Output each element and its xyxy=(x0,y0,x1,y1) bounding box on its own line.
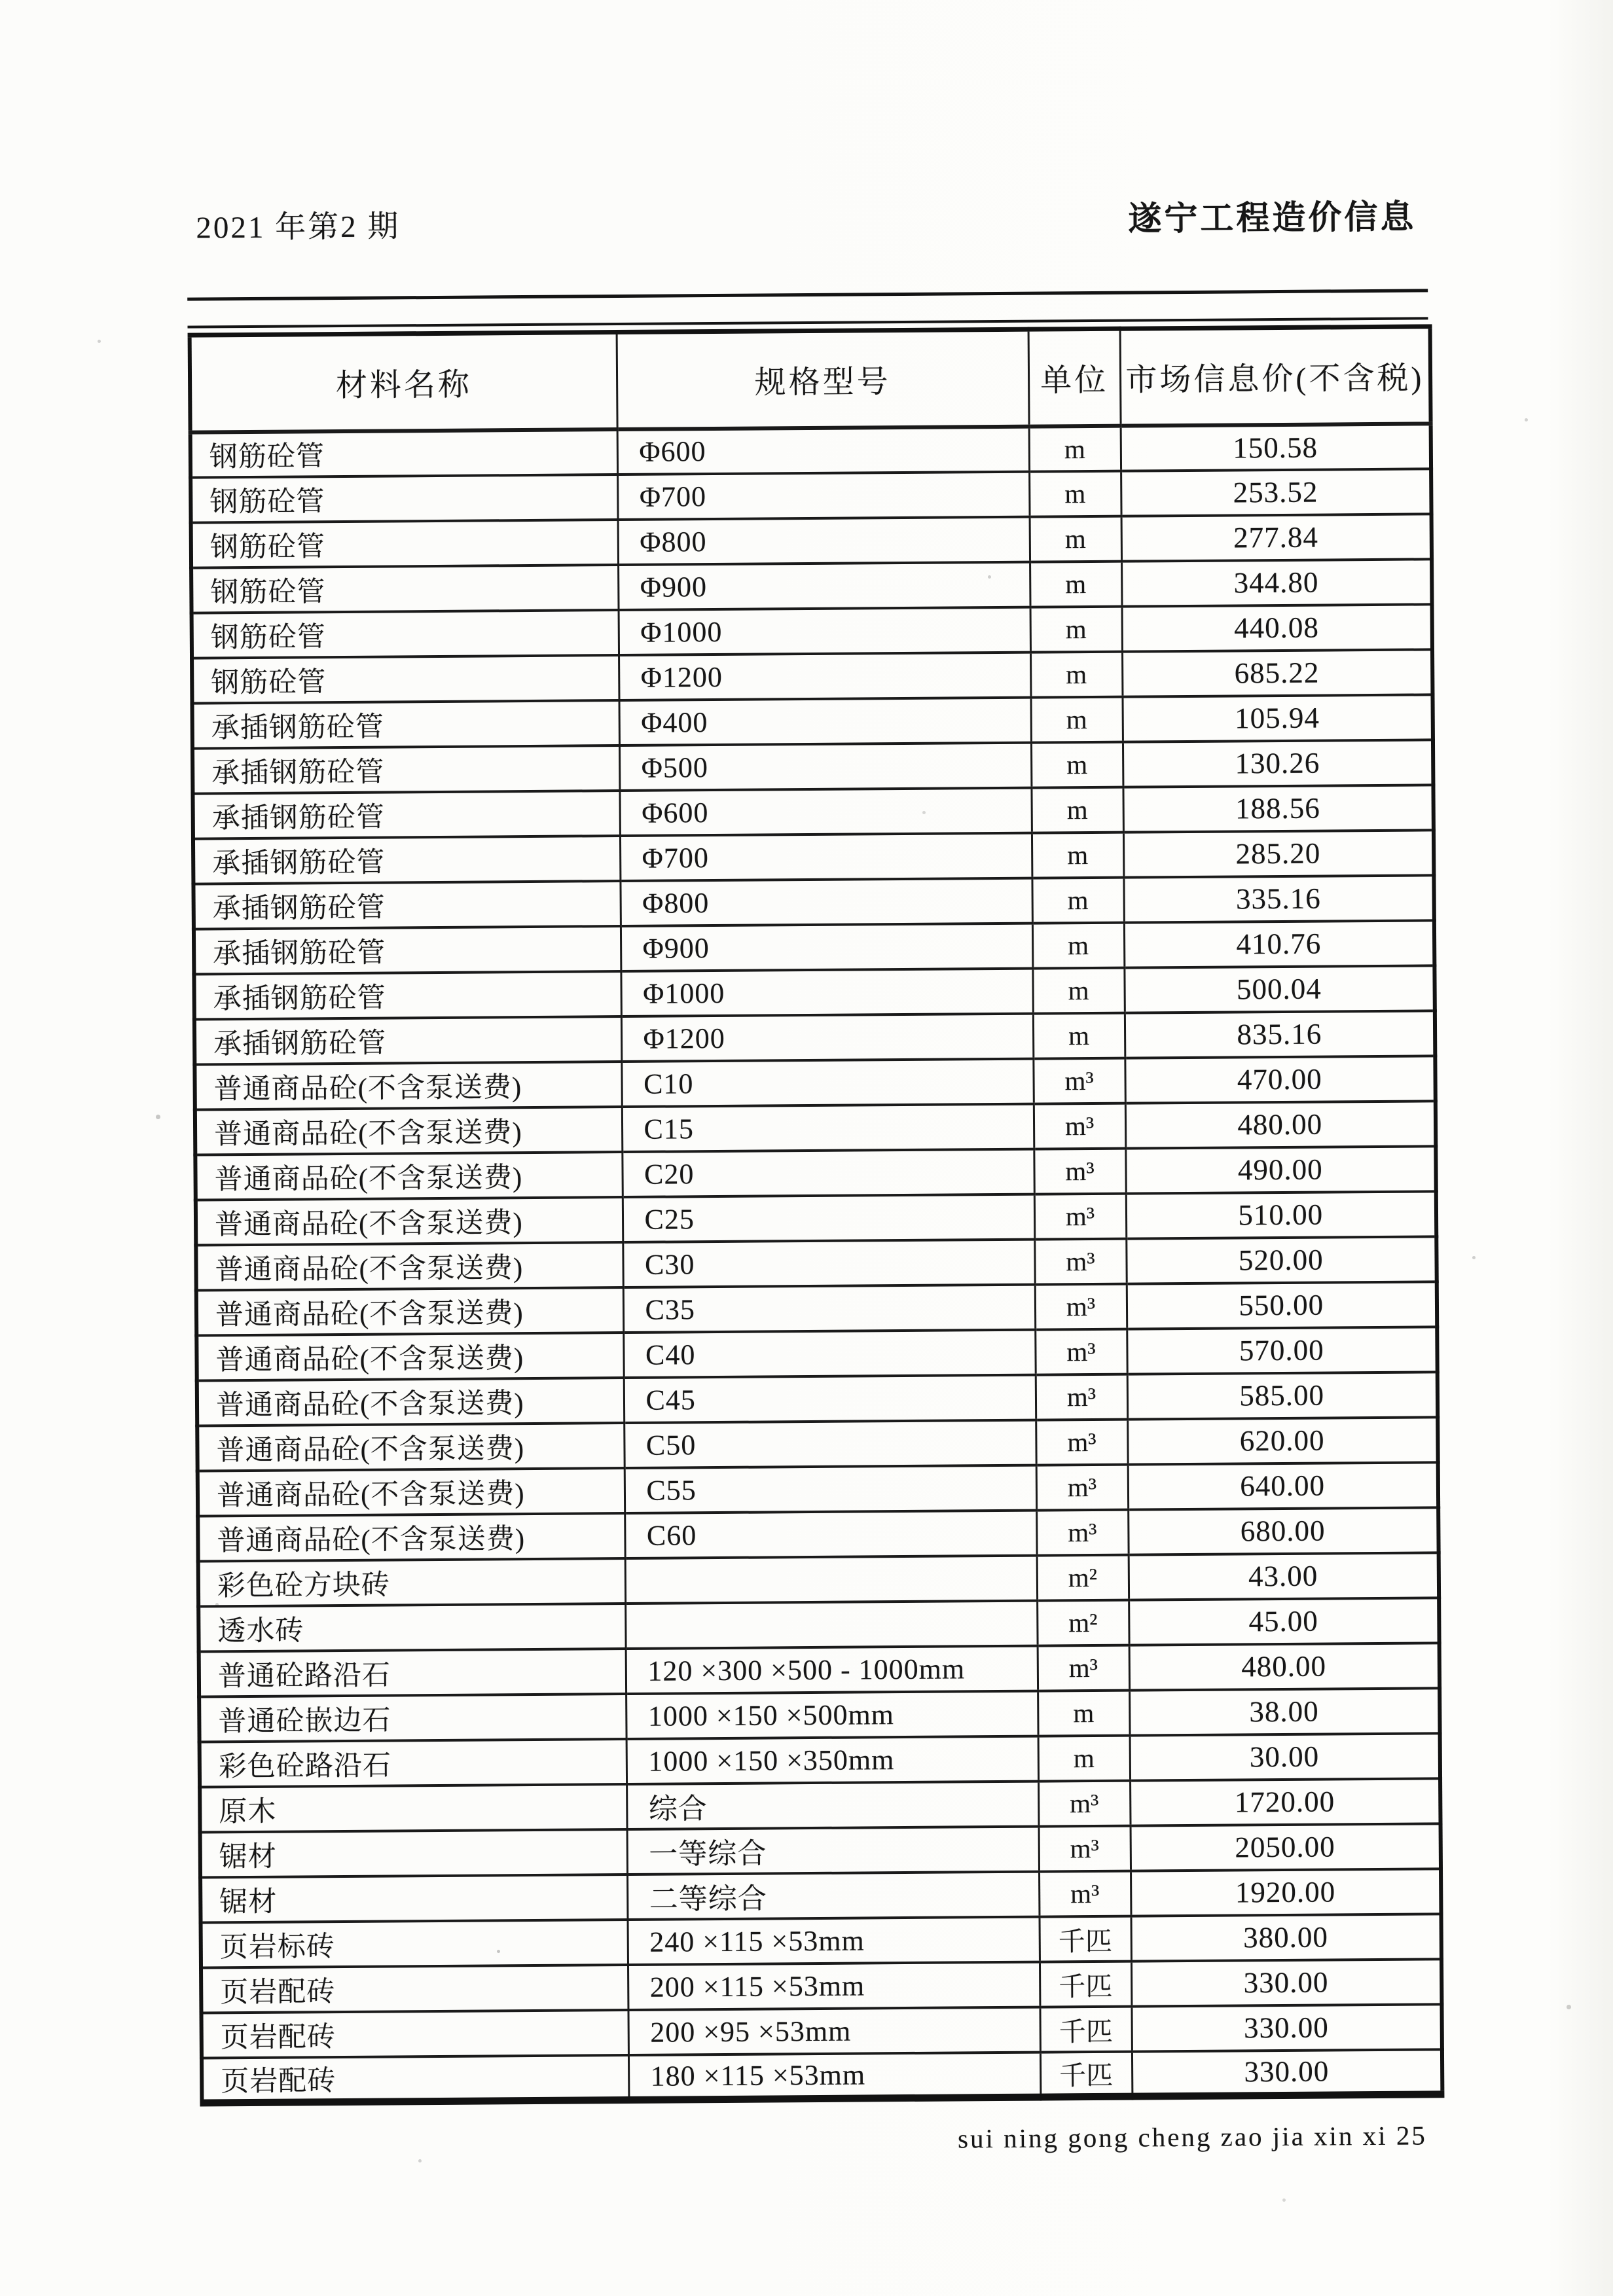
table-row xyxy=(192,740,1433,793)
material-name-cell: 锯材 xyxy=(200,1829,627,1877)
spec-cell: Φ700 xyxy=(620,833,1032,880)
table-row xyxy=(190,469,1431,522)
table-row xyxy=(198,1507,1438,1561)
material-name-cell: 钢筋砼管 xyxy=(190,475,617,523)
material-name-cell: 承插钢筋砼管 xyxy=(192,700,619,749)
material-name-cell: 普通商品砼(不含泵送费) xyxy=(196,1242,623,1291)
price-table xyxy=(188,324,1445,2106)
spec-cell: C25 xyxy=(623,1194,1034,1242)
table-row xyxy=(192,785,1433,838)
column-header: 市场信息价(不含税) xyxy=(1120,327,1431,425)
price-cell: 380.00 xyxy=(1131,1914,1441,1961)
material-name-cell: 彩色砼方块砖 xyxy=(198,1558,625,1607)
table-row xyxy=(194,965,1434,1019)
material-name-cell: 钢筋砼管 xyxy=(192,655,619,704)
unit-cell: m³ xyxy=(1038,1645,1129,1691)
material-name-cell: 普通商品砼(不含泵送费) xyxy=(198,1513,625,1562)
material-name-cell: 原木 xyxy=(200,1784,626,1833)
price-cell: 43.00 xyxy=(1129,1552,1439,1600)
unit-cell: m³ xyxy=(1035,1283,1127,1329)
spec-cell: Φ900 xyxy=(618,562,1030,609)
unit-cell: m³ xyxy=(1034,1148,1125,1194)
material-name-cell: 承插钢筋砼管 xyxy=(194,971,621,1020)
unit-cell: m² xyxy=(1037,1600,1129,1645)
price-cell: 344.80 xyxy=(1121,559,1432,606)
page-header xyxy=(187,179,1431,297)
material-name-cell: 承插钢筋砼管 xyxy=(194,926,621,975)
material-name-cell: 普通商品砼(不含泵送费) xyxy=(196,1333,623,1381)
publication-title: 遂宁工程造价信息 xyxy=(1128,199,1417,238)
unit-cell: m xyxy=(1030,516,1121,562)
price-cell: 150.58 xyxy=(1121,423,1431,471)
material-name-cell: 普通商品砼(不含泵送费) xyxy=(197,1423,624,1471)
spec-cell: 一等综合 xyxy=(627,1826,1039,1874)
spec-cell: 200 ×95 ×53mm xyxy=(628,2007,1040,2054)
table-row xyxy=(197,1372,1438,1426)
spec-cell: Φ600 xyxy=(617,426,1029,474)
spec-cell: Φ1200 xyxy=(619,652,1030,700)
table-row xyxy=(200,1733,1440,1787)
spec-cell: Φ1000 xyxy=(619,607,1030,655)
unit-cell: m xyxy=(1031,742,1123,787)
table-row xyxy=(200,1778,1440,1832)
table-row xyxy=(199,1643,1440,1696)
spec-cell: C60 xyxy=(625,1510,1036,1558)
table-row xyxy=(198,1598,1439,1651)
column-header: 规格型号 xyxy=(617,329,1029,429)
table-header-row xyxy=(190,327,1431,432)
spec-cell xyxy=(625,1600,1037,1648)
column-header: 材料名称 xyxy=(190,332,617,433)
table-row xyxy=(200,1869,1441,1922)
spec-cell: 200 ×115 ×53mm xyxy=(628,1962,1040,2009)
material-name-cell: 页岩配砖 xyxy=(201,1964,628,2013)
spec-cell: C55 xyxy=(625,1465,1036,1513)
unit-cell: 千匹 xyxy=(1040,1961,1131,2007)
column-header: 单位 xyxy=(1028,329,1121,426)
material-name-cell: 钢筋砼管 xyxy=(192,610,619,658)
spec-cell: Φ700 xyxy=(617,471,1029,519)
material-name-cell: 普通商品砼(不含泵送费) xyxy=(197,1378,624,1426)
table-row xyxy=(196,1191,1436,1245)
price-cell: 570.00 xyxy=(1127,1327,1437,1374)
unit-cell: m³ xyxy=(1036,1509,1128,1555)
material-name-cell: 彩色砼路沿石 xyxy=(200,1739,626,1787)
unit-cell: m³ xyxy=(1038,1780,1130,1826)
price-cell: 45.00 xyxy=(1129,1598,1439,1645)
price-cell: 520.00 xyxy=(1126,1236,1436,1283)
unit-cell: m xyxy=(1029,471,1121,516)
price-cell: 105.94 xyxy=(1122,694,1432,742)
table-row xyxy=(200,1823,1441,1877)
unit-cell: m xyxy=(1030,696,1122,742)
price-cell: 440.08 xyxy=(1122,604,1432,651)
page-content xyxy=(187,179,1443,2154)
price-cell: 470.00 xyxy=(1125,1056,1435,1103)
price-cell: 253.52 xyxy=(1121,469,1431,516)
price-cell: 330.00 xyxy=(1132,2049,1442,2096)
table-row xyxy=(194,1056,1435,1109)
material-name-cell: 承插钢筋砼管 xyxy=(193,836,620,884)
unit-cell: 千匹 xyxy=(1040,2051,1132,2097)
table-row xyxy=(201,1914,1441,1967)
material-name-cell: 普通商品砼(不含泵送费) xyxy=(195,1152,622,1200)
unit-cell: m xyxy=(1030,651,1122,697)
spec-cell: Φ800 xyxy=(620,878,1032,925)
spec-cell: C10 xyxy=(621,1058,1033,1106)
table-row xyxy=(202,2049,1442,2103)
material-name-cell: 钢筋砼管 xyxy=(191,520,618,568)
unit-cell: m xyxy=(1038,1735,1130,1781)
unit-cell: m³ xyxy=(1036,1419,1127,1465)
unit-cell: m xyxy=(1032,922,1124,968)
unit-cell: m xyxy=(1029,425,1121,471)
material-name-cell: 承插钢筋砼管 xyxy=(194,1016,621,1065)
table-row xyxy=(192,604,1432,658)
unit-cell: m xyxy=(1030,561,1121,607)
unit-cell: m xyxy=(1032,832,1123,878)
spec-cell: 综合 xyxy=(626,1781,1038,1829)
price-cell: 30.00 xyxy=(1130,1733,1440,1780)
unit-cell: m³ xyxy=(1036,1374,1127,1420)
price-cell: 285.20 xyxy=(1123,830,1434,877)
unit-cell: m xyxy=(1031,787,1123,833)
spec-cell: 240 ×115 ×53mm xyxy=(628,1916,1040,1964)
spec-cell: Φ1200 xyxy=(621,1013,1033,1061)
unit-cell: m xyxy=(1038,1690,1129,1736)
spec-cell: Φ400 xyxy=(619,697,1031,745)
unit-cell: m³ xyxy=(1033,1058,1125,1103)
material-name-cell: 普通商品砼(不含泵送费) xyxy=(198,1468,625,1516)
price-cell: 640.00 xyxy=(1128,1462,1438,1509)
table-row xyxy=(201,2004,1441,2058)
table-row xyxy=(191,514,1432,567)
price-cell: 550.00 xyxy=(1127,1282,1437,1329)
spec-cell: 120 ×300 ×500 - 1000mm xyxy=(626,1645,1038,1693)
unit-cell: m xyxy=(1032,877,1123,923)
price-cell: 277.84 xyxy=(1121,514,1432,561)
page-footer: sui ning gong cheng zao jia xin xi 25 xyxy=(957,2120,1428,2154)
spec-cell: C40 xyxy=(623,1329,1035,1377)
spec-cell: C20 xyxy=(622,1149,1034,1196)
table-row xyxy=(196,1282,1437,1335)
spec-cell xyxy=(625,1555,1037,1603)
price-cell: 835.16 xyxy=(1125,1011,1435,1058)
unit-cell: m³ xyxy=(1035,1329,1127,1374)
unit-cell: m³ xyxy=(1036,1464,1128,1510)
table-row xyxy=(192,694,1433,748)
material-name-cell: 透水砖 xyxy=(198,1604,625,1652)
issue-label: 2021 年第2 期 xyxy=(196,209,401,245)
price-cell: 685.22 xyxy=(1122,649,1432,696)
price-cell: 500.04 xyxy=(1124,965,1434,1013)
unit-cell: m³ xyxy=(1034,1103,1125,1149)
table-row xyxy=(196,1236,1436,1290)
unit-cell: m³ xyxy=(1034,1193,1126,1239)
unit-cell: m³ xyxy=(1039,1871,1131,1916)
material-name-cell: 钢筋砼管 xyxy=(191,565,618,613)
unit-cell: m² xyxy=(1037,1554,1129,1600)
spec-cell: 180 ×115 ×53mm xyxy=(628,2052,1040,2100)
unit-cell: m xyxy=(1032,967,1124,1013)
table-row xyxy=(193,875,1434,929)
table-row xyxy=(194,920,1434,974)
price-cell: 330.00 xyxy=(1131,1959,1441,2006)
material-name-cell: 页岩配砖 xyxy=(202,2054,628,2103)
price-cell: 1920.00 xyxy=(1131,1869,1441,1916)
price-cell: 490.00 xyxy=(1125,1146,1436,1193)
table-row xyxy=(192,649,1432,703)
spec-cell: C35 xyxy=(623,1284,1035,1332)
table-row xyxy=(190,423,1431,477)
unit-cell: m xyxy=(1033,1013,1125,1058)
material-name-cell: 承插钢筋砼管 xyxy=(192,745,619,794)
table-row xyxy=(201,1959,1441,2013)
spec-cell: Φ800 xyxy=(618,516,1030,564)
table-row xyxy=(194,1011,1435,1064)
price-cell: 480.00 xyxy=(1129,1643,1440,1690)
unit-cell: m³ xyxy=(1039,1825,1131,1871)
unit-cell: m xyxy=(1030,606,1122,652)
material-name-cell: 普通商品砼(不含泵送费) xyxy=(195,1107,622,1155)
price-cell: 480.00 xyxy=(1125,1101,1436,1148)
material-name-cell: 普通商品砼(不含泵送费) xyxy=(196,1197,623,1246)
price-cell: 680.00 xyxy=(1128,1507,1438,1554)
price-cell: 38.00 xyxy=(1129,1688,1440,1735)
price-cell: 510.00 xyxy=(1126,1191,1436,1238)
table-row xyxy=(199,1688,1440,1742)
table-row xyxy=(195,1101,1436,1155)
scan-speckles xyxy=(0,0,2,2)
price-cell: 188.56 xyxy=(1123,785,1433,832)
price-cell: 2050.00 xyxy=(1131,1823,1441,1871)
table-row xyxy=(193,830,1434,884)
spec-cell: C50 xyxy=(624,1420,1036,1467)
table-row xyxy=(196,1327,1437,1380)
unit-cell: 千匹 xyxy=(1040,2006,1131,2052)
table-row xyxy=(198,1552,1439,1606)
material-name-cell: 普通砼路沿石 xyxy=(199,1649,626,1697)
material-name-cell: 普通商品砼(不含泵送费) xyxy=(194,1062,621,1110)
spec-cell: C45 xyxy=(624,1374,1036,1422)
material-name-cell: 承插钢筋砼管 xyxy=(192,791,619,839)
spec-cell: Φ1000 xyxy=(621,968,1032,1016)
material-name-cell: 普通砼嵌边石 xyxy=(199,1694,626,1742)
spec-cell: 1000 ×150 ×500mm xyxy=(626,1691,1038,1738)
spec-cell: C15 xyxy=(622,1103,1034,1151)
price-cell: 330.00 xyxy=(1131,2004,1441,2051)
material-name-cell: 页岩配砖 xyxy=(201,2009,628,2058)
spec-cell: 1000 ×150 ×350mm xyxy=(626,1736,1038,1784)
spec-cell: Φ600 xyxy=(619,787,1031,835)
table-row xyxy=(191,559,1432,613)
spec-cell: 二等综合 xyxy=(627,1871,1039,1919)
material-name-cell: 钢筋砼管 xyxy=(190,429,617,478)
spec-cell: Φ900 xyxy=(621,923,1032,971)
spec-cell: Φ500 xyxy=(619,742,1031,790)
material-name-cell: 页岩标砖 xyxy=(201,1919,628,1967)
table-row xyxy=(197,1417,1438,1471)
table-row xyxy=(198,1462,1438,1516)
unit-cell: 千匹 xyxy=(1039,1916,1131,1962)
price-cell: 620.00 xyxy=(1127,1417,1438,1464)
spec-cell: C30 xyxy=(623,1239,1034,1287)
material-name-cell: 锯材 xyxy=(200,1874,627,1922)
material-name-cell: 承插钢筋砼管 xyxy=(193,881,620,929)
unit-cell: m³ xyxy=(1034,1238,1126,1284)
price-cell: 335.16 xyxy=(1123,875,1434,922)
price-cell: 130.26 xyxy=(1123,740,1433,787)
table-row xyxy=(195,1146,1436,1200)
price-cell: 585.00 xyxy=(1127,1372,1438,1419)
price-cell: 410.76 xyxy=(1124,920,1434,967)
material-name-cell: 普通商品砼(不含泵送费) xyxy=(196,1287,623,1336)
price-cell: 1720.00 xyxy=(1130,1778,1440,1825)
